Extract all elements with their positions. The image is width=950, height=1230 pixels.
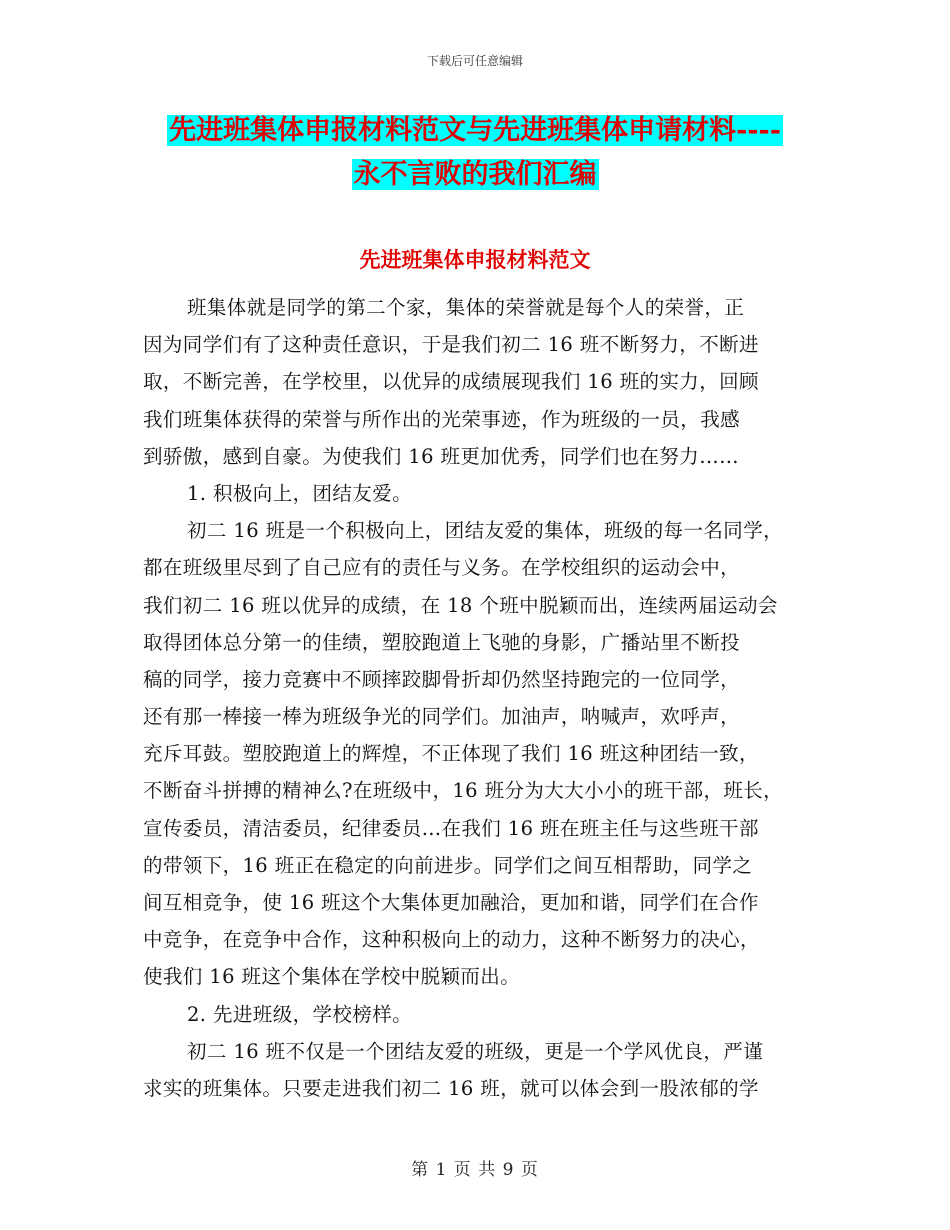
- paragraph-line: 都在班级里尽到了自己应有的责任与义务。在学校组织的运动会中，: [143, 556, 741, 580]
- paragraph-line: 充斥耳鼓。塑胶跑道上的辉煌，不正体现了我们 16 班这种团结一致，: [143, 742, 759, 766]
- paragraph-line: 因为同学们有了这种责任意识，于是我们初二 16 班不断努力，不断进: [143, 333, 759, 357]
- paragraph-line: 取得团体总分第一的佳绩，塑胶跑道上飞驰的身影，广播站里不断投: [143, 630, 741, 654]
- paragraph-line: 班集体就是同学的第二个家，集体的荣誉就是每个人的荣誉，正: [187, 296, 745, 319]
- title-highlight-1: 先进班集体申报材料范文与先进班集体申请材料----: [169, 115, 781, 146]
- section-heading: 先进班集体申报材料范文: [359, 247, 591, 272]
- body-text: [143, 289, 823, 1107]
- paragraph-line: 中竞争，在竞争中合作，这种积极向上的动力，这种不断努力的决心，: [143, 928, 760, 952]
- subheading-1: 1. 积极向上，团结友爱。: [187, 481, 413, 505]
- paragraph-line: 到骄傲，感到自豪。为使我们 16 班更加优秀，同学们也在努力……: [143, 444, 740, 468]
- paragraph-line: 稿的同学，接力竞赛中不顾摔跤脚骨折却仍然坚持跑完的一位同学，: [143, 667, 741, 691]
- paragraph-line: 间互相竞争，使 16 班这个大集体更加融洽，更加和谐，同学们在合作: [143, 891, 759, 914]
- paragraph-line: 使我们 16 班这个集体在学校中脱颖而出。: [143, 965, 521, 989]
- page-footer: 第 1 页 共 9 页: [411, 1160, 539, 1180]
- paragraph-line: 求实的班集体。只要走进我们初二 16 班，就可以体会到一股浓郁的学: [143, 1076, 759, 1100]
- title-highlight-2: 永不言败的我们汇编: [353, 159, 597, 190]
- paragraph-line: 宣传委员，清洁委员，纪律委员…在我们 16 班在班主任与这些班干部: [143, 816, 759, 840]
- paragraph-line: 不断奋斗拼搏的精神么?在班级中，16 班分为大大小小的班干部，班长，: [143, 779, 784, 803]
- subheading-2: 2. 先进班级，学校榜样。: [187, 1002, 413, 1026]
- paragraph-line: 初二 16 班是一个积极向上，团结友爱的集体，班级的每一名同学，: [187, 519, 784, 543]
- paragraph-line: 我们初二 16 班以优异的成绩，在 18 个班中脱颖而出，连续两届运动会: [143, 593, 778, 617]
- paragraph-line: 还有那一棒接一棒为班级争光的同学们。加油声，呐喊声，欢呼声，: [143, 705, 741, 729]
- paragraph-line: 的带领下，16 班正在稳定的向前进步。同学们之间互相帮助，同学之: [143, 853, 753, 877]
- document-title-line-1: [0, 111, 950, 151]
- header-note: 下载后可任意编辑: [426, 54, 523, 68]
- paragraph-line: 我们班集体获得的荣誉与所作出的光荣事迹，作为班级的一员，我感: [143, 407, 741, 431]
- document-title-line-2: [0, 155, 950, 195]
- paragraph-line: 取，不断完善，在学校里，以优异的成绩展现我们 16 班的实力，回顾: [143, 370, 759, 394]
- paragraph-line: 初二 16 班不仅是一个团结友爱的班级，更是一个学风优良，严谨: [187, 1039, 764, 1063]
